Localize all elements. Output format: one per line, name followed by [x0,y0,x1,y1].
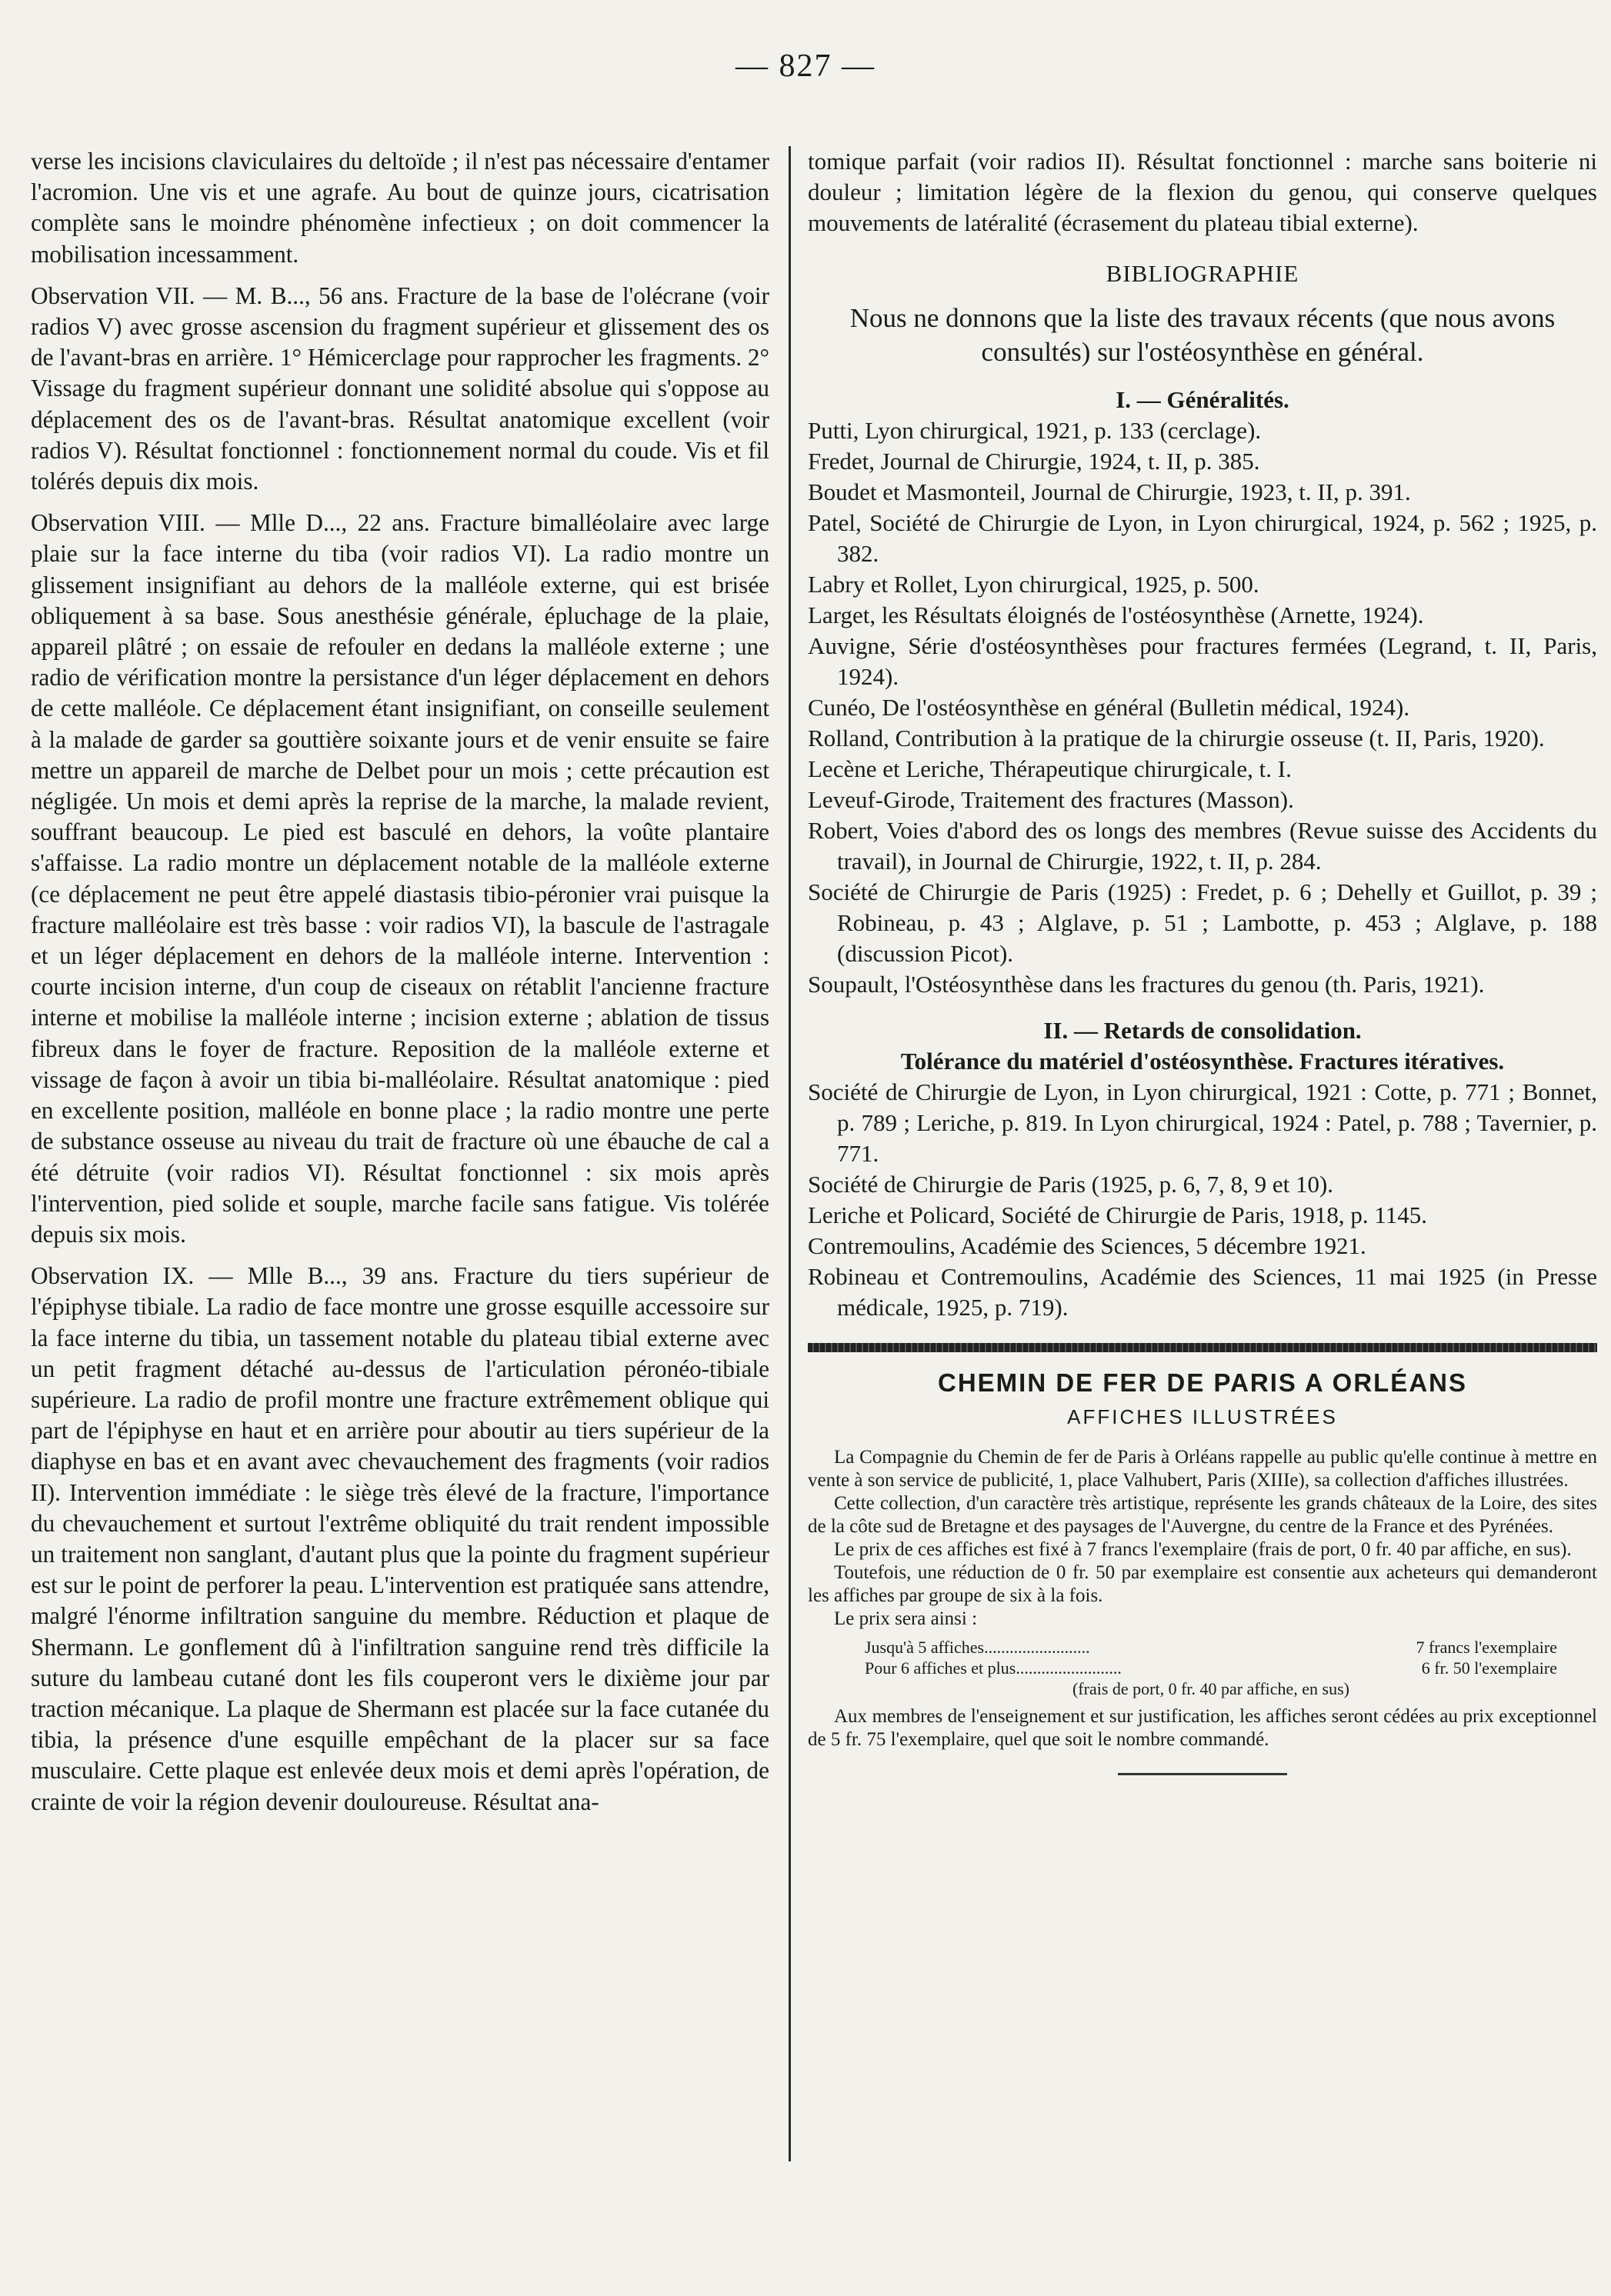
reference-item: Lecène et Leriche, Thérapeutique chirurgicale, t. I. [808,755,1292,782]
reference-item: Larget, les Résultats éloignés de l'ostéosynthèse (Arnette, 1924). [808,601,1424,628]
reference-item: Soupault, l'Ostéosynthèse dans les fractures du genou (th. Paris, 1921). [808,971,1485,998]
price-label: Jusqu'à 5 affiches......................... [865,1638,1090,1657]
ad-body [808,1446,1597,1751]
reference-item: Auvigne, Série d'ostéosynthèses pour fractures fermées (Legrand, t. II, Paris, 1924). [808,632,1597,690]
observation-vii: Observation VII. — M. B..., 56 ans. Fracture de la base de l'olécrane (voir radios V) avec grosse ascension du fragment supérieur et glissement des os de l'avant-bras en arrière. 1° Hémicerclage pour rapprocher les fragments. 2° Vissage du fragment supérieur donnant une solidité absolue qui s'oppose au déplacement des os de l'avant-bras. Résultat anatomique excellent (voir radios V). Résultat fonctionnel : fonctionnement normal du coude. Vis et fil tolérés depuis dix mois. [31,282,769,495]
price-note: (frais de port, 0 fr. 40 par affiche, en sus) [1072,1679,1350,1698]
reference-item: Robineau et Contremoulins, Académie des Sciences, 11 mai 1925 (in Presse médicale, 1925, p. 719). [808,1263,1597,1321]
end-rule [1118,1773,1287,1775]
bibliography-intro: Nous ne donnons que la liste des travaux récents (que nous avons consultés) sur l'ostéosynthèse en général. [849,303,1556,367]
reference-item: Fredet, Journal de Chirurgie, 1924, t. II, p. 385. [808,448,1260,475]
ad-paragraph: Toutefois, une réduction de 0 fr. 50 par exemplaire est consentie aux acheteurs qui demanderont les affiches par groupe de six à la fois. [808,1562,1597,1606]
reference-item: Labry et Rollet, Lyon chirurgical, 1925, p. 500. [808,571,1259,598]
reference-item: Cunéo, De l'ostéosynthèse en général (Bulletin médical, 1924). [808,694,1410,721]
ad-paragraph: Aux membres de l'enseignement et sur justification, les affiches seront cédées au prix exceptionnel de 5 fr. 75 l'exemplaire, quel que soit le nombre commandé. [808,1706,1597,1750]
price-label: Pour 6 affiches et plus......................... [865,1658,1122,1678]
reference-item: Rolland, Contribution à la pratique de la chirurgie osseuse (t. II, Paris, 1920). [808,725,1545,751]
page-number: — 827 — [735,48,876,84]
ad-subtitle: AFFICHES ILLUSTRÉES [1067,1405,1338,1428]
ad-paragraph: Le prix sera ainsi : [834,1608,978,1629]
price-value: 6 fr. 50 l'exemplaire [1421,1658,1557,1678]
section-subtitle-tolerance: Tolérance du matériel d'ostéosynthèse. Fractures itératives. [900,1048,1505,1075]
observation-viii: Observation VIII. — Mlle D..., 22 ans. Fracture bimalléolaire avec large plaie sur la face interne du tiba (voir radios VI). La radio montre un glissement insignifiant au dehors de la malléole externe, qui est brisée obliquement à sa base. Sous anesthésie générale, épluchage de la plaie, appareil plâtré ; on essaie de refouler en dedans la malléole externe ; une radio de vérification montre la persistance d'un léger déplacement en dehors de cette malléole. Ce déplacement étant insignifiant, on conseille seulement à la malade de garder sa gouttière soixante jours et de venir ensuite se faire mettre un appareil de marche de Delbet pour un mois ; cette précaution est négligée. Un mois et demi après la reprise de la marche, la malade revient, souffrant beaucoup. Le pied est basculé en dehors, la voûte plantaire s'affaisse. La radio montre un déplacement notable de la malléole externe (ce déplacement ne peut être appelé diastasis tibio-péronier vrai puisque la fracture malléolaire est très basse : voir radios VI), la bascule de l'astragale et un léger déplacement en dehors de la malléole interne. Intervention : courte incision interne, d'un coup de ciseaux on rétablit l'ancienne fracture interne et mobilise la malléole interne ; incision externe ; ablation de tissus fibreux dans le foyer de fracture. Reposition de la malléole externe et vissage de façon à avoir un tibia bi-malléolaire. Résultat anatomique : pied en excellente position, malléole en bonne place ; la radio montre une perte de substance osseuse au niveau du trait de fracture où une ébauche de cal a été détruite (voir radios VI). Résultat fonctionnel : six mois après l'intervention, pied solide et souple, marche facile sans fatigue. Vis tolérée depuis six mois. [31,509,769,1248]
column-divider [789,146,791,2161]
reference-item: Putti, Lyon chirurgical, 1921, p. 133 (cerclage). [808,417,1262,444]
observation-ix-end: tomique parfait (voir radios II). Résultat fonctionnel : marche sans boiterie ni douleur ; limitation légère de la flexion du genou, qui conserve quelques mouvements de latéralité (écrasement du plateau tibial externe). [808,148,1597,236]
ad-separator-rule [808,1343,1597,1352]
reference-item: Société de Chirurgie de Lyon, in Lyon chirurgical, 1921 : Cotte, p. 771 ; Bonnet, p. 789 ; Leriche, p. 819. In Lyon chirurgical, 1924 : Patel, p. 788 ; Tavernier, p. 771. [808,1078,1597,1167]
reference-item: Boudet et Masmonteil, Journal de Chirurgie, 1923, t. II, p. 391. [808,478,1411,505]
reference-list-2 [808,1077,1597,1323]
reference-item: Robert, Voies d'abord des os longs des membres (Revue suisse des Accidents du travail), in Journal de Chirurgie, 1922, t. II, p. 284. [808,817,1597,875]
reference-item: Société de Chirurgie de Paris (1925) : Fredet, p. 6 ; Dehelly et Guillot, p. 39 ; Robineau, p. 43 ; Alglave, p. 51 ; Lambotte, p. 453 ; Alglave, p. 188 (discussion Picot). [808,878,1597,967]
bibliography-title: BIBLIOGRAPHIE [1106,260,1299,287]
section-title-generalites: I. — Généralités. [1116,386,1289,413]
ad-paragraph: La Compagnie du Chemin de fer de Paris à Orléans rappelle au public qu'elle continue à mettre en vente à son service de publicité, 1, place Valhubert, Paris (XIIIe), sa collection d'affiches illustrées. [808,1447,1597,1491]
ad-paragraph: Cette collection, d'un caractère très artistique, représente les grands châteaux de la Loire, des sites de la côte sud de Bretagne et des paysages de l'Auvergne, du centre de la France et des Pyrénées. [808,1493,1597,1537]
section-title-retards: II. — Retards de consolidation. [1043,1017,1362,1044]
advertisement [808,1368,1597,1775]
reference-item: Contremoulins, Académie des Sciences, 5 décembre 1921. [808,1232,1366,1259]
reference-item: Patel, Société de Chirurgie de Lyon, in Lyon chirurgical, 1924, p. 562 ; 1925, p. 382. [808,509,1597,567]
price-row [865,1637,1557,1658]
paragraph-continuation: verse les incisions claviculaires du deltoïde ; il n'est pas nécessaire d'entamer l'acromion. Une vis et une agrafe. Au bout de quinze jours, cicatrisation complète sans le moindre phénomène infectieux ; on doit commencer la mobilisation incessamment. [31,148,769,268]
observation-ix: Observation IX. — Mlle B..., 39 ans. Fracture du tiers supérieur de l'épiphyse tibiale. La radio de face montre une grosse esquille accessoire sur la face interne du tibia, un tassement notable du plateau tibial externe avec un petit fragment détaché au-dessus de l'articulation péronéo-tibiale supérieure. La radio de profil montre une fracture extrêmement oblique qui part de l'épiphyse en haut et en arrière pour aboutir au tiers supérieur de la diaphyse en bas et en avant avec chevauchement des fragments (voir radios II). Intervention immédiate : le siège très élevé de la fracture, l'importance du chevauchement et surtout l'extrême obliquité du trait rendent impossible un traitement non sanglant, d'autant plus que la pointe du fragment supérieur est sur le point de perforer la peau. L'intervention est pratiquée sans attendre, malgré l'énorme infiltration sanguine du membre. Réduction et plaque de Shermann. Le gonflement dû à l'infiltration sanguine rend très difficile la suture du lambeau cutané dont les fils couperont vers le dixième jour par traction mécanique. La plaque de Shermann est placée sur la face cutanée du tibia, la présence d'une esquille empêchant de la placer sur sa face musculaire. Cette plaque est enlevée deux mois et demi après l'opération, de crainte de voir la région devenir douloureuse. Résultat ana- [31,1262,769,1815]
right-column [808,146,1597,1775]
reference-list-1 [808,415,1597,1000]
reference-item: Société de Chirurgie de Paris (1925, p. 6, 7, 8, 9 et 10). [808,1171,1334,1198]
reference-item: Leveuf-Girode, Traitement des fractures (Masson). [808,786,1294,813]
left-column [31,146,769,1818]
ad-paragraph: Le prix de ces affiches est fixé à 7 francs l'exemplaire (frais de port, 0 fr. 40 par affiche, en sus). [834,1539,1572,1560]
price-table [865,1637,1597,1699]
price-row [865,1658,1557,1678]
price-value: 7 francs l'exemplaire [1416,1638,1557,1657]
reference-item: Leriche et Policard, Société de Chirurgie de Paris, 1918, p. 1145. [808,1201,1427,1228]
ad-title: CHEMIN DE FER DE PARIS A ORLÉANS [938,1368,1467,1397]
